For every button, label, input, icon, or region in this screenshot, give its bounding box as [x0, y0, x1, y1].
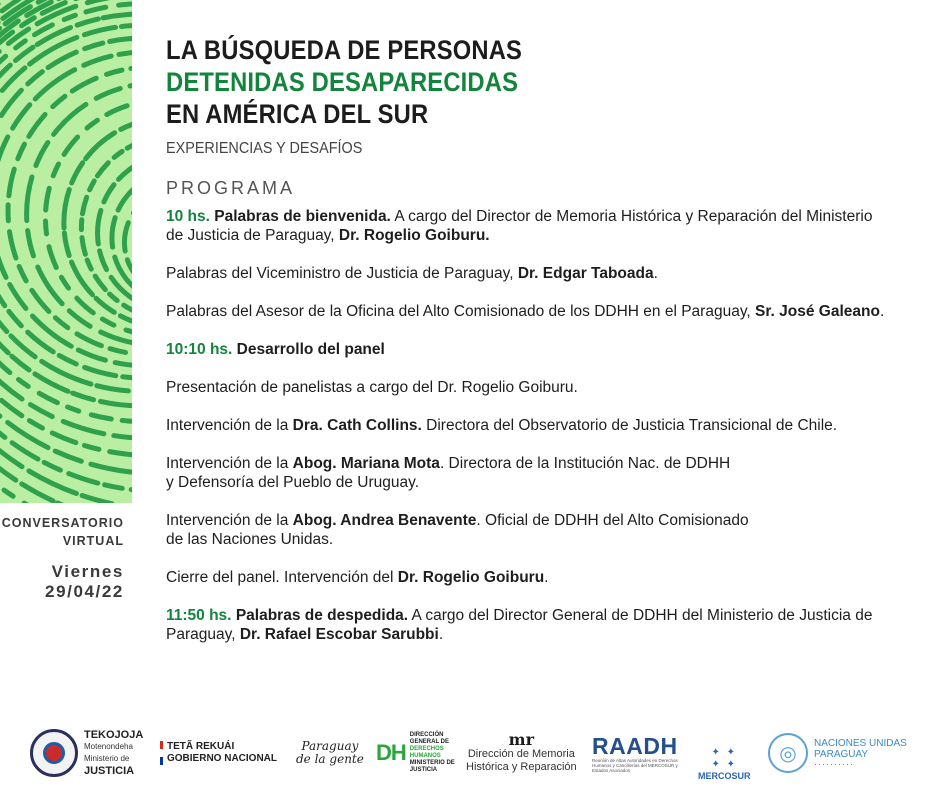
- logo-text: GENERAL DE: [409, 739, 450, 745]
- agenda-person: Sr. José Galeano: [755, 303, 880, 320]
- agenda-item: [166, 568, 886, 587]
- logo-naciones-unidas: [768, 725, 907, 781]
- agenda-item-title: Desarrollo del panel: [236, 341, 385, 358]
- agenda-item-end: .: [879, 303, 885, 320]
- logo-text: MINISTERIO DE: [409, 760, 455, 766]
- logo-raadh: [592, 725, 688, 781]
- logo-text: GOBIERNO NACIONAL: [167, 753, 277, 764]
- event-date-value: 29/04/22: [45, 582, 124, 601]
- logo-memoria-historica: [466, 725, 577, 781]
- agenda-item: [166, 302, 886, 321]
- logo-text: Motenondeha: [84, 742, 133, 751]
- agenda-item: [166, 454, 886, 492]
- agenda-item: [166, 378, 886, 397]
- agenda-item-end: .: [653, 265, 658, 282]
- agenda-time: 10 hs.: [166, 208, 210, 225]
- agenda-item-text: A cargo del Director General de DDHH del Ministerio de Justicia de Paraguay,: [166, 607, 873, 643]
- logo-text: DIRECCIÓN: [409, 732, 444, 738]
- agenda-item: [166, 511, 886, 549]
- agenda-person: Dr. Rogelio Goiburu: [397, 569, 545, 586]
- agenda-item: [166, 264, 886, 283]
- logo-text: TEKOJOJA: [84, 729, 144, 741]
- agenda-item-text: Intervención de la: [166, 417, 293, 434]
- logo-text: JUSTICIA: [409, 767, 438, 773]
- logo-text: RAADH: [592, 732, 678, 759]
- agenda-time: 10:10 hs.: [166, 341, 233, 358]
- logo-text: NACIONES UNIDAS: [814, 737, 907, 749]
- logo-dgdh: [376, 725, 455, 781]
- agenda-item: [166, 606, 886, 644]
- event-date: [0, 562, 124, 602]
- logo-text: Dirección de Memoria: [467, 748, 575, 760]
- logo-text: DERECHOS: [409, 746, 444, 752]
- logo-text: Reunión de Altas Autoridades en Derechos Humanos y Cancillerías del MERCOSUR y Estados Asociados: [592, 757, 678, 773]
- agenda-item: [166, 207, 886, 245]
- logo-text: Ministerio de: [84, 754, 130, 763]
- agenda-person: Abog. Andrea Benavente: [292, 512, 477, 529]
- agenda-person: Dra. Cath Collins.: [292, 417, 422, 434]
- agenda-item-end: . Oficial de DDHH del Alto Comisionado: [476, 512, 749, 529]
- agenda-item-text: Cierre del panel. Intervención del: [166, 569, 398, 586]
- agenda-person: Dr. Rafael Escobar Sarubbi: [239, 626, 439, 643]
- logo-gobierno-nacional: [160, 725, 277, 781]
- logo-text: HUMANOS: [409, 753, 441, 759]
- logo-text: de la gente: [296, 752, 364, 766]
- agenda-person: Abog. Mariana Mota: [292, 455, 440, 472]
- sponsor-logos: [0, 725, 940, 788]
- agenda-item-end: . Directora de la Institución Nac. de DDHH: [439, 455, 731, 472]
- agenda-item-text: Palabras del Asesor de la Oficina del Alto Comisionado de los DDHH en el Paraguay,: [166, 303, 756, 320]
- agenda-item-end: .: [544, 569, 549, 586]
- logo-text: JUSTICIA: [84, 765, 135, 777]
- event-format-line1: CONVERSATORIO: [1, 516, 124, 530]
- event-day: Viernes: [51, 562, 124, 581]
- agenda-person: Dr. Edgar Taboada: [517, 265, 654, 282]
- logo-paraguay-de-la-gente: [296, 725, 364, 781]
- subtitle: EXPERIENCIAS Y DESAFÍOS: [166, 140, 363, 157]
- main-content: [166, 34, 886, 663]
- stars-icon: ✦ ✦ ✦ ✦: [711, 747, 738, 770]
- agenda-item-title: Palabras de bienvenida.: [214, 208, 391, 225]
- agenda-item-text: Presentación de panelistas a cargo del Dr. Rogelio Goiburu.: [166, 379, 578, 396]
- title-line1: LA BÚSQUEDA DE PERSONAS: [166, 35, 523, 65]
- title-line2: DETENIDAS DESAPARECIDAS: [166, 67, 519, 97]
- seal-icon: [30, 729, 78, 777]
- agenda-item-end: .: [438, 626, 444, 643]
- logo-text: TETÃ REKUÁI: [167, 741, 235, 752]
- agenda-item-text: Intervención de la: [166, 455, 293, 472]
- fingerprint-strip: [0, 0, 132, 503]
- event-format-line2: VIRTUAL: [62, 534, 124, 548]
- agenda: [166, 207, 886, 644]
- section-heading: PROGRAMA: [166, 178, 296, 198]
- fingerprint-icon: [0, 0, 132, 503]
- agenda-item-title: Palabras de despedida.: [235, 607, 409, 624]
- sdg-dots-icon: ··········: [814, 758, 854, 769]
- agenda-person: Dr. Rogelio Goiburu.: [338, 227, 490, 244]
- agenda-time: 11:50 hs.: [166, 607, 232, 624]
- agenda-item-text: Palabras del Viceministro de Justicia de Paraguay,: [166, 265, 518, 282]
- agenda-item-end: de las Naciones Unidas.: [166, 531, 334, 548]
- agenda-item: [166, 416, 886, 435]
- logo-text: PARAGUAY: [814, 748, 869, 760]
- agenda-item-text: Intervención de la: [166, 512, 293, 529]
- agenda-item-end: y Defensoría del Pueblo de Uruguay.: [166, 474, 420, 491]
- flag-icon: [160, 741, 163, 765]
- un-globe-icon: ◎: [768, 733, 808, 773]
- agenda-item: [166, 340, 886, 359]
- mr-icon: mr: [508, 730, 534, 749]
- dh-icon: DH: [376, 740, 406, 765]
- logo-text: Paraguay: [301, 739, 359, 753]
- logo-text: Histórica y Reparación: [466, 761, 577, 773]
- logo-text: MERCOSUR: [698, 771, 751, 781]
- logo-mercosur: [698, 725, 751, 781]
- agenda-item-text: A cargo del Director de Memoria Histórica y Reparación del Ministerio de Justicia de Paraguay,: [166, 208, 873, 244]
- event-format: [0, 514, 124, 550]
- title-line3: EN AMÉRICA DEL SUR: [166, 99, 429, 129]
- logo-ministerio-justicia: [30, 725, 143, 781]
- page-title: [166, 34, 800, 130]
- agenda-item-end: Directora del Observatorio de Justicia Transicional de Chile.: [421, 417, 838, 434]
